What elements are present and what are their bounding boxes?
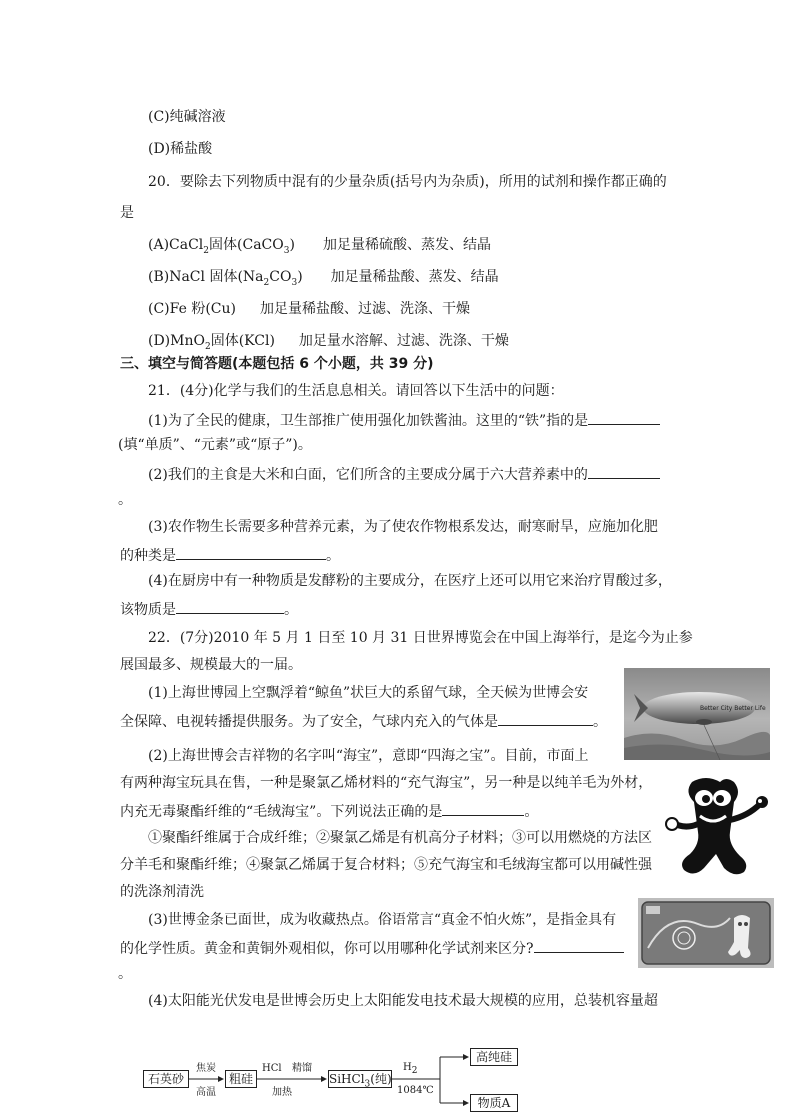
q20-d-method: 加足量水溶解、过滤、洗涤、干燥 bbox=[298, 333, 509, 349]
q22-stem-line2: 展国最多、规模最大的一届。 bbox=[120, 657, 302, 673]
q21-p4a: (4)在厨房中有一种物质是发酵粉的主要成分，在医疗上还可以用它来治疗胃酸过多， bbox=[148, 573, 672, 589]
flow-arrow3-bottom-label: 1084℃ bbox=[397, 1085, 434, 1096]
flow-arrow1-bottom-label: 高温 bbox=[196, 1087, 216, 1098]
q20-stem-line1: 20．要除去下列物质中混有的少量杂质(括号内为杂质)，所用的试剂和操作都正确的 bbox=[148, 174, 667, 190]
q22-p2e: ①聚酯纤维属于合成纤维；②聚氯乙烯是有机高分子材料；③可以用燃烧的方法区 bbox=[148, 830, 652, 846]
q21-p3a: (3)农作物生长需要多种营养元素，为了使农作物根系发达，耐寒耐旱，应施加化肥 bbox=[148, 519, 658, 535]
q21-stem: 21．(4分)化学与我们的生活息息相关。请回答以下生活中的问题： bbox=[148, 383, 564, 399]
q22-p1c: 。 bbox=[593, 714, 607, 730]
flow-box-crude-silicon: 粗硅 bbox=[225, 1070, 257, 1088]
q20-b-sub: 2 bbox=[263, 277, 270, 288]
flow-arrow1-top-label: 焦炭 bbox=[196, 1063, 216, 1074]
q20-b-mid: CO bbox=[269, 269, 292, 285]
q20-stem-line2: 是 bbox=[120, 205, 134, 221]
q20-d-prefix: (D)MnO bbox=[148, 333, 205, 349]
q22-p1b: 全保障、电视转播提供服务。为了安全，气球内充入的气体是 bbox=[120, 714, 498, 730]
q22-p1a: (1)上海世博园上空飘浮着“鲸鱼”状巨大的系留气球，全天候为世博会安 bbox=[148, 685, 589, 701]
q20-c-prefix: (C)Fe 粉(Cu) bbox=[148, 301, 236, 317]
flow-box-high-purity-silicon: 高纯硅 bbox=[470, 1048, 518, 1066]
q20-b-prefix: (B)NaCl 固体(Na bbox=[148, 269, 264, 285]
flow-arrow3-top-sub: 2 bbox=[411, 1066, 418, 1076]
q20-a-mid: 固体(CaCO bbox=[209, 237, 284, 253]
q20-a-prefix: (A)CaCl bbox=[148, 237, 204, 253]
section-title: 三、填空与简答题(本题包括 6 个小题，共 39 分) bbox=[120, 356, 434, 372]
q19-option-c: (C)纯碱溶液 bbox=[148, 109, 226, 125]
flow-arrow3-top-text: H bbox=[403, 1062, 412, 1073]
flow-arrow2-top-label-a: HCl bbox=[262, 1063, 282, 1074]
q22-p3b: 的化学性质。黄金和黄铜外观相似，你可以用哪种化学试剂来区分? bbox=[120, 941, 534, 957]
q22-stem-line1: 22．(7分)2010 年 5 月 1 日至 10 月 31 日世界博览会在中国上海举行，是迄今为止参 bbox=[148, 630, 693, 646]
blimp-slogan: Better City Better Life bbox=[700, 705, 766, 712]
q20-a-sub: 2 bbox=[203, 245, 210, 256]
q21-p2b: 。 bbox=[118, 492, 132, 508]
q21-p3b: 的种类是 bbox=[120, 548, 176, 564]
q22-p2a: (2)上海世博会吉祥物的名字叫“海宝”，意即“四海之宝”。目前，市面上 bbox=[148, 748, 589, 764]
q21-p3c: 。 bbox=[326, 548, 340, 564]
q22-p2d: 。 bbox=[524, 804, 539, 820]
flow-box3-text-a: SiHCl bbox=[329, 1072, 365, 1086]
q22-p2f: 分羊毛和聚酯纤维；④聚氯乙烯属于复合材料；⑤充气海宝和毛绒海宝都可以用碱性强 bbox=[120, 857, 652, 873]
q20-b-sub2: 3 bbox=[291, 277, 298, 288]
q21-p2a: (2)我们的主食是大米和白面，它们所含的主要成分属于六大营养素中的 bbox=[148, 467, 588, 483]
q22-p3c: 。 bbox=[118, 966, 132, 982]
q20-c-method: 加足量稀盐酸、过滤、洗涤、干燥 bbox=[259, 301, 470, 317]
q22-p2c: 内充无毒聚酯纤维的“毛绒海宝”。下列说法正确的是 bbox=[120, 804, 443, 820]
q21-p4c: 。 bbox=[284, 602, 298, 618]
q22-p4a: (4)太阳能光伏发电是世博会历史上太阳能发电技术最大规模的应用，总装机容量超 bbox=[148, 993, 658, 1009]
q20-b-close: ) bbox=[297, 269, 303, 285]
q20-d-mid: 固体(KCl) bbox=[210, 333, 275, 349]
q22-p3a: (3)世博金条已面世，成为收藏热点。俗语常言“真金不怕火炼”，是指金具有 bbox=[148, 912, 617, 928]
q20-a-close: ) bbox=[289, 237, 295, 253]
q20-d-sub: 2 bbox=[204, 341, 211, 352]
q20-a-sub2: 3 bbox=[283, 245, 290, 256]
flow-box-quartz-sand: 石英砂 bbox=[143, 1070, 189, 1088]
q21-p4b: 该物质是 bbox=[120, 602, 176, 618]
flow-arrow2-bottom-label: 加热 bbox=[272, 1087, 292, 1098]
q20-b-method: 加足量稀盐酸、蒸发、结晶 bbox=[330, 269, 499, 285]
q19-option-d: (D)稀盐酸 bbox=[148, 141, 213, 157]
flow-box3-text-b: (纯) bbox=[370, 1072, 392, 1086]
q22-p2g: 的洗涤剂清洗 bbox=[120, 884, 204, 900]
q21-p1a: (1)为了全民的健康，卫生部推广使用强化加铁酱油。这里的“铁”指的是 bbox=[148, 413, 589, 429]
flow-arrow2-top-label-b: 精馏 bbox=[292, 1063, 312, 1074]
flow-box3-sub: 3 bbox=[364, 1079, 371, 1090]
q22-p2b: 有两种海宝玩具在售，一种是聚氯乙烯材料的“充气海宝”，另一种是以纯羊毛为外材， bbox=[120, 775, 653, 791]
q20-a-method: 加足量稀硫酸、蒸发、结晶 bbox=[322, 237, 491, 253]
flow-box-substance-a: 物质A bbox=[470, 1094, 518, 1112]
q21-p1b: (填“单质”、“元素”或“原子”)。 bbox=[118, 437, 312, 453]
